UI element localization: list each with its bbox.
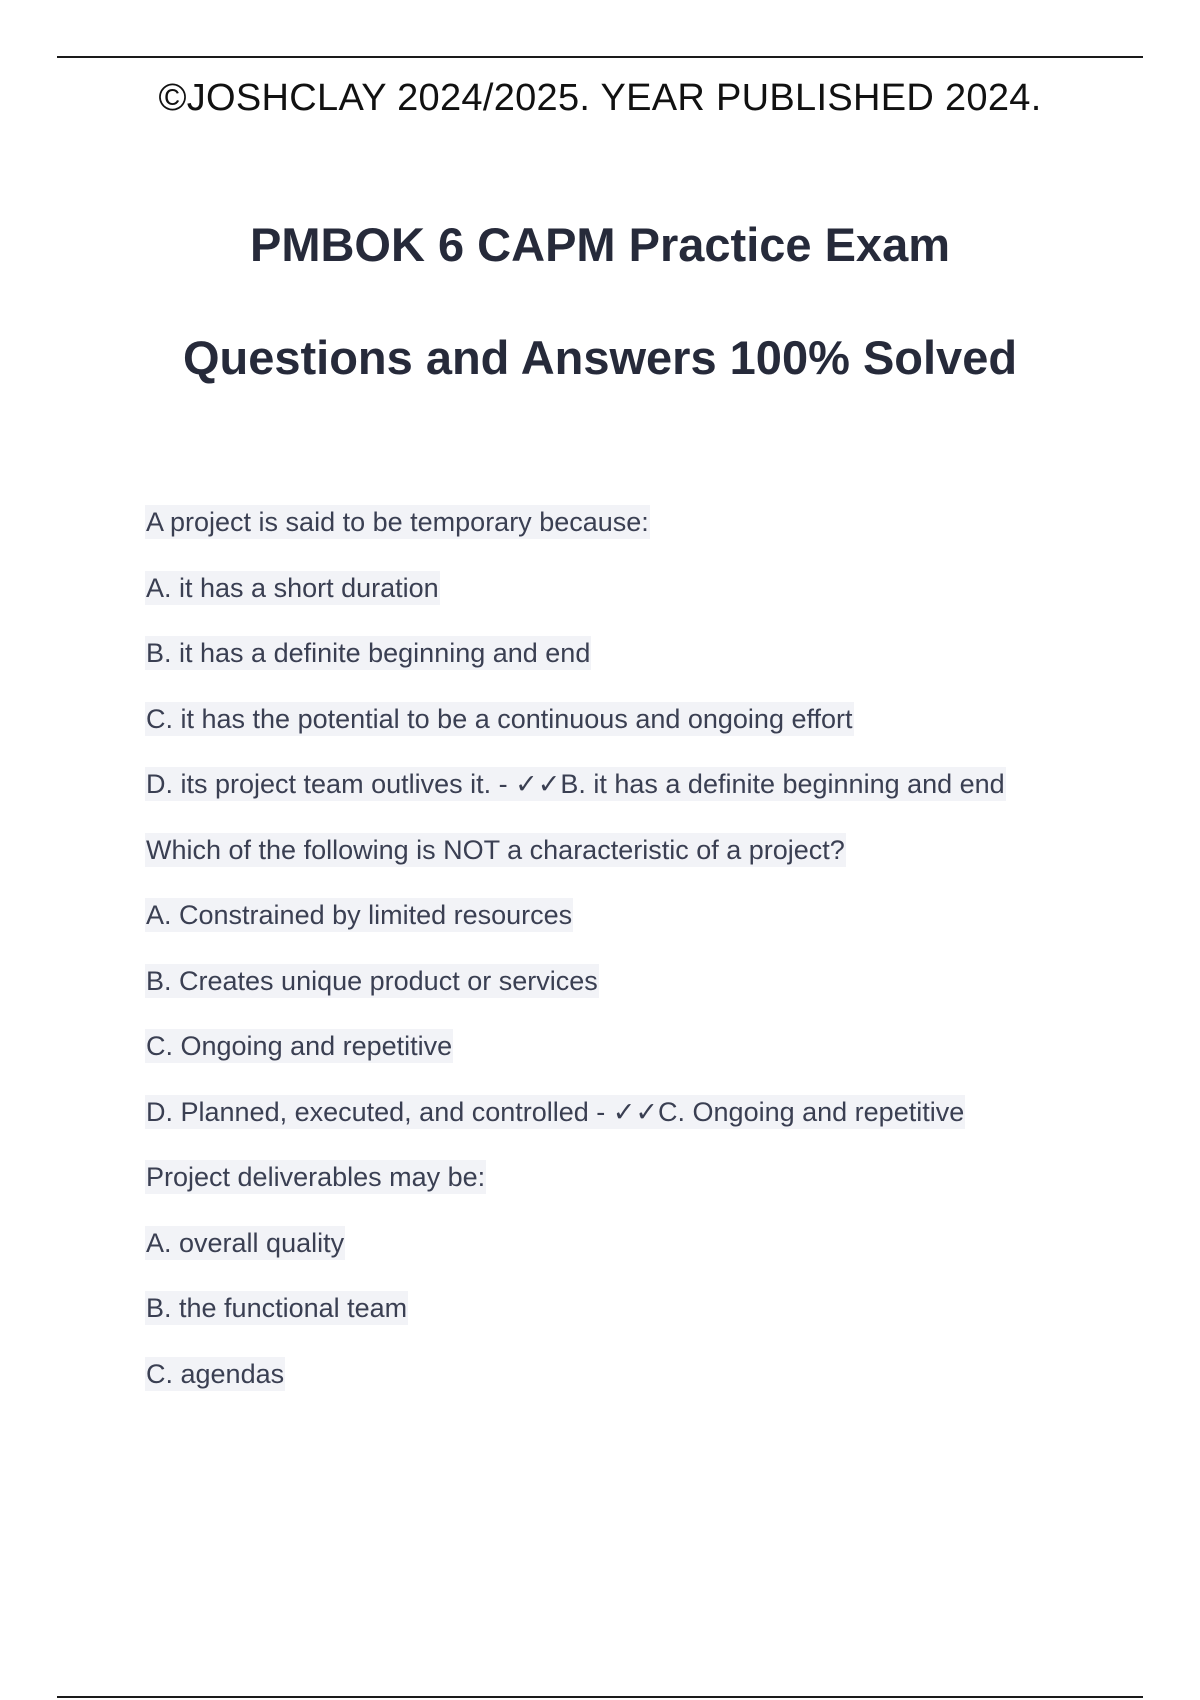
question-3-option-b: [145, 1286, 1145, 1352]
question-1-option-a: [145, 566, 1145, 632]
option-answer-text: D. Planned, executed, and controlled - ✓✓C. Ongoing and repetitive: [146, 1096, 965, 1127]
top-rule: [57, 56, 1143, 58]
option-text: B. Creates unique product or services: [146, 965, 598, 996]
question-1-text: A project is said to be temporary because:: [146, 507, 649, 537]
question-2-line: [145, 828, 1145, 894]
option-text: C. agendas: [146, 1358, 285, 1389]
option-text: C. Ongoing and repetitive: [146, 1031, 453, 1061]
option-text: A. it has a short duration: [146, 572, 439, 603]
document-title-line-1: PMBOK 6 CAPM Practice Exam: [249, 218, 951, 271]
option-text: A. Constrained by limited resources: [146, 900, 573, 930]
option-text: A. overall quality: [146, 1227, 345, 1258]
question-content: [145, 500, 1145, 1417]
bottom-rule: [57, 1696, 1143, 1698]
document-title-line-2: Questions and Answers 100% Solved: [182, 331, 1018, 384]
option-text: B. it has a definite beginning and end: [146, 638, 591, 668]
question-2-text: Which of the following is NOT a characteristic of a project?: [146, 834, 845, 865]
question-1-option-b: [145, 631, 1145, 697]
question-2-option-b: [145, 959, 1145, 1025]
question-3-option-c: [145, 1352, 1145, 1418]
question-1-option-d-answer: [145, 762, 1145, 828]
option-answer-text: D. its project team outlives it. - ✓✓B. it has a definite beginning and end: [146, 769, 1005, 799]
question-2-option-c: [145, 1024, 1145, 1090]
option-text: B. the functional team: [146, 1293, 408, 1323]
question-3-option-a: [145, 1221, 1145, 1287]
question-1-option-c: [145, 697, 1145, 763]
question-2-option-a: [145, 893, 1145, 959]
option-text: C. it has the potential to be a continuous and ongoing effort: [146, 703, 853, 734]
copyright-header: ©JOSHCLAY 2024/2025. YEAR PUBLISHED 2024.: [158, 77, 1042, 119]
question-3-line: [145, 1155, 1145, 1221]
question-2-option-d-answer: [145, 1090, 1145, 1156]
question-3-text: Project deliverables may be:: [146, 1162, 486, 1192]
question-1-line: [145, 500, 1145, 566]
